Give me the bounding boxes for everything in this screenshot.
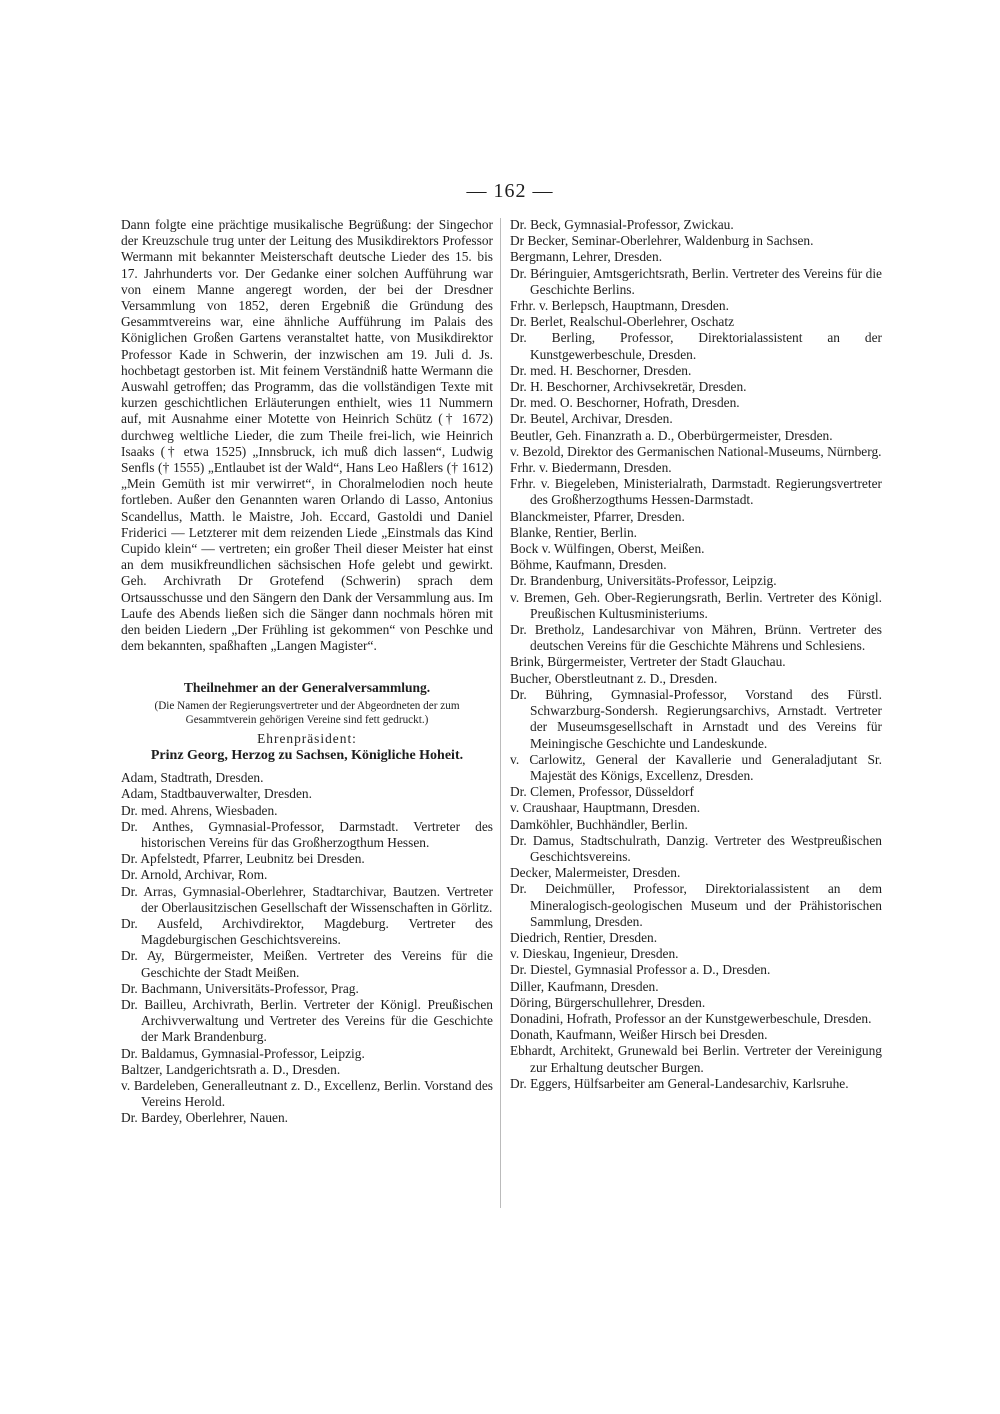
participant-entry: Dr. med. Ahrens, Wiesbaden. (121, 802, 278, 818)
honor-heading: Ehrenpräsident: (257, 730, 357, 746)
participant-entry: Böhme, Kaufmann, Dresden. (510, 557, 667, 573)
participant-entry: Frhr. v. Biegeleben, Ministerialrath, Darmstadt. Regierungsvertreter des Großherzogthums Hessen-Darmstadt. (510, 476, 882, 508)
participant-entry: Dr. Eggers, Hülfsarbeiter am General-Landesarchiv, Karlsruhe. (510, 1075, 849, 1091)
participant-entry: Donadini, Hofrath, Professor an der Kunstgewerbeschule, Dresden. (510, 1010, 872, 1026)
participant-entry: Döring, Bürgerschullehrer, Dresden. (510, 994, 706, 1010)
participant-entry: Dr. H. Beschorner, Archivsekretär, Dresden. (510, 379, 747, 395)
participant-entry: v. Craushaar, Hauptmann, Dresden. (510, 800, 701, 816)
participant-entry: Diedrich, Rentier, Dresden. (510, 929, 658, 945)
participant-entry: Dr. Bailleu, Archivrath, Berlin. Vertreter der Königl. Preußischen Archivverwaltung und Vertreter des Vereins für die Geschichte der Mark Brandenburg. (121, 996, 493, 1045)
participant-entry: Dr. Apfelstedt, Pfarrer, Leubnitz bei Dresden. (121, 851, 365, 867)
participant-entry: Adam, Stadtbauverwalter, Dresden. (121, 786, 312, 802)
participant-entry: Diller, Kaufmann, Dresden. (510, 978, 659, 994)
participant-entry: Blanckmeister, Pfarrer, Dresden. (510, 508, 685, 524)
participant-entry: Dr. Bachmann, Universitäts-Professor, Prag. (121, 980, 359, 996)
participant-entry: Decker, Malermeister, Dresden. (510, 865, 681, 881)
participant-entry: v. Dieskau, Ingenieur, Dresden. (510, 946, 679, 962)
participant-entry: Donath, Kaufmann, Weißer Hirsch bei Dresden. (510, 1027, 768, 1043)
participant-entry: Dr. Anthes, Gymnasial-Professor, Darmstadt. Vertreter des historischen Vereins für das Großherzogthum Hessen. (121, 818, 493, 850)
column-divider (500, 218, 501, 1208)
participant-entry: Bucher, Oberstleutnant z. D., Dresden. (510, 670, 718, 686)
participant-entry: Adam, Stadtrath, Dresden. (121, 770, 264, 786)
participant-entry: Dr. Berling, Professor, Direktorialassistent an der Kunstgewerbeschule, Dresden. (510, 330, 882, 362)
section-title: Theilnehmer an der Generalversammlung. (183, 680, 431, 696)
intro-paragraph: Dann folgte eine prächtige musikalische Begrüßung: der Singechor der Kreuzschule trug unter der Leitung des Musikdirektors Professor Wermann mit bekannter Meisterschaft deutsche Lieder des 15. bis 17. Jahrhunderts vor. Der Gedanke einer solchen Aufführung war von einem Manne angeregt worden, der bei der Dresdner Versammlung von 1852, deren Ergebniß die Gründung des Gesammtvereins war, eine ähnliche Aufführung im Palais des Königlichen Großen Gartens veranstaltet hatte, von Musikdirektor Professor Kade in Schwerin, der inzwischen am 19. Juli d. Js. hochbetagt gestorben ist. Mit feinem Verständniß hatte Wermann die Auswahl getroffen; das Programm, das die vollständigen Texte mit kurzen geschichtlichen Erläuterungen enthielt, wies 11 Nummern auf, mit Ausnahme einer Motette von Heinrich Schütz († 1672) durchweg weltliche Lieder, die zum Theile frei-lich, wie Heinrich Isaaks († etwa 1525) „Innsbruck, ich muß dich lassen“, Ludwig Senfls († 1555) „Entlaubet ist der Wald“, Hans Leo Haßlers († 1612) „Mein Gemüth ist mir verwirret“, in Choralmelodien noch heute fortleben. Außer den Genannten waren Orlando di Lasso, Antonius Scandellus, Matth. le Maistre, Joh. Eccard, Gastoldi und Daniel Friderici — Letzterer mit dem reizenden Liede „Einstmals das Kind Cupido klein“ — vertreten; ein großer Theil dieser Meister hat einst an dem musikfreundlichen sächsischen Hofe gelebt und gewirkt. Geh. Archivrath Dr Grotefend (Schwerin) sprach dem Ortsausschusse und den Sängern den Dank der Versammlung aus. Im Laufe des Abends ließen sich die Sänger dann nochmals hören mit den beiden Liedern „Der Frühling ist gekommen“ von Peschke und dem bekannten, spaßhaften „Langen Magister“. (121, 217, 493, 654)
section-note: (Die Namen der Regierungsvertreter und der Abgeordneten der zum Gesammtverein gehörigen Vereine sind fett gedruckt.) (154, 699, 460, 726)
participant-entry: Dr. Bardey, Oberlehrer, Nauen. (121, 1110, 289, 1126)
participant-entry: Damköhler, Buchhändler, Berlin. (510, 816, 688, 832)
participant-entry: Beutler, Geh. Finanzrath a. D., Oberbürgermeister, Dresden. (510, 427, 833, 443)
right-column (510, 217, 882, 1092)
participant-entry: Bergmann, Lehrer, Dresden. (510, 249, 663, 265)
left-column (121, 217, 493, 1127)
participant-entry: v. Bremen, Geh. Ober-Regierungsrath, Berlin. Vertreter des Königl. Preußischen Kultusministeriums. (510, 589, 882, 621)
participant-entry: Blanke, Rentier, Berlin. (510, 524, 638, 540)
participant-entry: v. Bezold, Direktor des Germanischen National-Museums, Nürnberg. (510, 443, 882, 459)
participant-entry: Dr. Clemen, Professor, Düsseldorf (510, 784, 694, 800)
participant-entry: Dr. Beck, Gymnasial-Professor, Zwickau. (510, 217, 734, 232)
participant-entry: Dr Becker, Seminar-Oberlehrer, Waldenburg in Sachsen. (510, 233, 814, 249)
participant-entry: v. Bardeleben, Generalleutnant z. D., Excellenz, Berlin. Vorstand des Vereins Herold. (121, 1077, 493, 1110)
participant-entry: Dr. Béringuier, Amtsgerichtsrath, Berlin. Vertreter des Vereins für die Geschichte Berlins. (510, 265, 882, 297)
participant-entry: Frhr. v. Berlepsch, Hauptmann, Dresden. (510, 298, 729, 314)
participant-entry: Dr. Deichmüller, Professor, Direktorialassistent an dem Mineralogisch-geologischen Museum und der Prähistorischen Sammlung, Dresden. (510, 881, 882, 929)
participant-entry: Dr. Ausfeld, Archivdirektor, Magdeburg. Vertreter des Magdeburgischen Geschichtsvereins. (121, 915, 493, 948)
participant-entry: Bock v. Wülfingen, Oberst, Meißen. (510, 541, 705, 557)
participant-entry: Baltzer, Landgerichtsrath a. D., Dresden. (121, 1061, 341, 1077)
page-number: — 162 — (466, 180, 554, 202)
participant-entry: Dr. Diestel, Gymnasial Professor a. D., Dresden. (510, 962, 771, 978)
participant-entry: Dr. Baldamus, Gymnasial-Professor, Leipzig. (121, 1045, 365, 1061)
participant-entry: Brink, Bürgermeister, Vertreter der Stadt Glauchau. (510, 654, 786, 670)
participant-entry: Ebhardt, Architekt, Grunewald bei Berlin. Vertreter der Vereinigung zur Erhaltung deutscher Burgen. (510, 1043, 882, 1075)
participant-entry: Dr. med. O. Beschorner, Hofrath, Dresden. (510, 395, 740, 411)
participant-entry: Dr. Damus, Stadtschulrath, Danzig. Vertreter des Westpreußischen Geschichtsvereins. (510, 832, 882, 864)
participant-entry: Dr. Berlet, Realschul-Oberlehrer, Oschatz (510, 314, 735, 330)
participant-entry: Dr. Arnold, Archivar, Rom. (121, 867, 268, 883)
participant-entry: Dr. Brandenburg, Universitäts-Professor, Leipzig. (510, 573, 777, 589)
honor-name: Prinz Georg, Herzog zu Sachsen, Königliche Hoheit. (150, 747, 464, 763)
participant-entry: Dr. Arras, Gymnasial-Oberlehrer, Stadtarchivar, Bautzen. Vertreter der Oberlausitzischen Gesellschaft der Wissenschaften in Görlitz. (121, 883, 493, 915)
participant-entry: Dr. Beutel, Archivar, Dresden. (510, 411, 673, 427)
participant-entry: Dr. med. H. Beschorner, Dresden. (510, 362, 692, 378)
participant-entry: Dr. Bühring, Gymnasial-Professor, Vorstand des Fürstl. Schwarzburg-Sondersh. Regierungsarchivs, Arnstadt. Vertreter der Museumsgesellschaft in Arnstadt und des Vereins für Meiningische Geschichte und Landeskunde. (510, 686, 882, 751)
participant-entry: Dr. Ay, Bürgermeister, Meißen. Vertreter des Vereins für die Geschichte der Stadt Meißen. (121, 948, 493, 980)
participant-entry: Dr. Bretholz, Landesarchivar von Mähren, Brünn. Vertreter des deutschen Vereins für die Geschichte Mährens und Schlesiens. (510, 622, 882, 654)
participant-entry: v. Carlowitz, General der Kavallerie und Generaladjutant Sr. Majestät des Königs, Excellenz, Dresden. (510, 751, 882, 783)
participant-entry: Frhr. v. Biedermann, Dresden. (510, 460, 672, 476)
